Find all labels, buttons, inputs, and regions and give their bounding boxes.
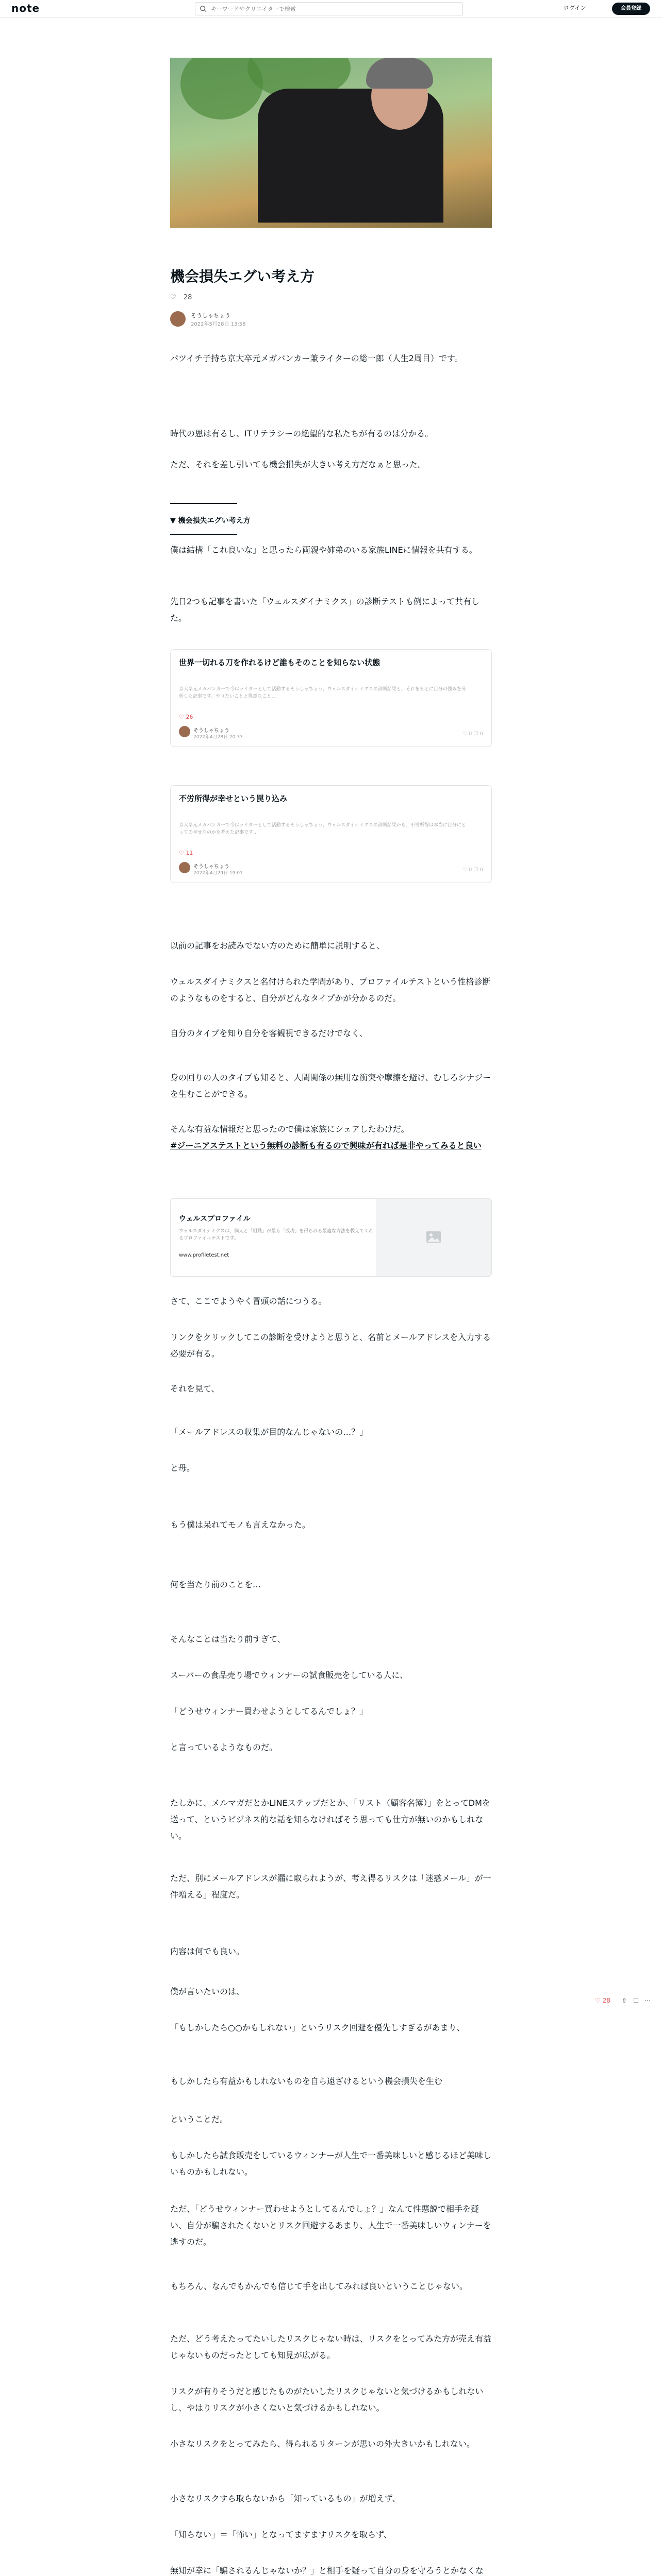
heart-icon[interactable]: ♡ 28	[595, 1997, 610, 2004]
site-logo[interactable]: note	[11, 2, 40, 14]
paragraph: 「どうせウィンナー買わせようとしてるんでしょ？」	[170, 1706, 368, 1716]
top-bar	[0, 0, 662, 18]
search-box[interactable]	[195, 2, 463, 15]
paragraph: 時代の恩は有るし、ITリテラシーの絶望的な私たちが有るのは分かる。	[170, 429, 434, 438]
paragraph: 小さなリスクすら取らないから「知っているもの」が増えず、	[170, 2494, 401, 2503]
paragraph: 「メールアドレスの収集が目的なんじゃないの…？」	[170, 1427, 368, 1437]
search-icon	[200, 5, 207, 12]
avatar[interactable]	[170, 311, 186, 327]
external-title[interactable]: ウェルスプロファイル	[179, 1215, 251, 1223]
embedded-article-card[interactable]	[170, 785, 492, 883]
card-date: 2022年4月28日 20:33	[193, 735, 243, 740]
card-likes: ♡ 26	[179, 714, 193, 720]
paragraph: 無知が幸に「騙されるんじゃないか？」と相手を疑って自分の身を守ろうとかなくな	[170, 2566, 484, 2575]
signup-button[interactable]: 会員登録	[612, 3, 650, 15]
paragraph: 内容は何でも良い。	[170, 1946, 245, 1956]
more-icon[interactable]: ⋯	[644, 1997, 651, 2004]
bookmark-icon[interactable]: ☐	[633, 1997, 639, 2004]
article-title: 機会損失エグい考え方	[170, 268, 315, 285]
paragraph: 「もしかしたら○○かもしれない」というリスク回避を優先しすぎるがあまり、	[170, 2023, 465, 2032]
paragraph: 先日2つも記事を書いた「ウェルスダイナミクス」の診断テストも例によって共有した。	[170, 597, 479, 623]
card-avatar	[179, 726, 190, 737]
external-thumbnail	[376, 1199, 491, 1277]
card-title[interactable]: 不労所得が幸せという罠り込み	[179, 794, 288, 803]
card-counts: ♡ 0 ☐ 0	[462, 731, 483, 737]
paragraph: 以前の記事をお読みでない方のために簡単に説明すると、	[170, 941, 385, 951]
paragraph: もちろん、なんでもかんでも信じて手を出してみれば良いということじゃない。	[170, 2281, 468, 2291]
author-name[interactable]: そうしゃちょう	[191, 312, 230, 319]
search-input[interactable]	[211, 4, 458, 13]
paragraph: リスクが有りそうだと感じたものがたいしたリスクじゃないと気づけるかもしれないし、やはりリスクが小さくないと気づけるかもしれない。	[170, 2386, 484, 2413]
embedded-article-card[interactable]	[170, 649, 492, 747]
card-counts: ♡ 0 ☐ 0	[462, 867, 483, 873]
card-description: 京大卒元メガバンカーで今はライターとして活動するそうしゃちょう。ウェルスダイナミクスの診断結果と、それをもとに自分の強みを分析した記事です。やりたいことと得意なこと…	[179, 687, 466, 699]
paragraph: そんなことは当たり前すぎて、	[170, 1634, 286, 1644]
image-placeholder-icon	[425, 1229, 442, 1245]
hero-image	[170, 58, 492, 228]
paragraph: ただ、別にメールアドレスが漏に取られようが、考え得るリスクは「迷惑メール」が一件増える」程度だ。	[170, 1873, 491, 1900]
like-count: 28	[183, 294, 192, 301]
heart-icon: ♡	[170, 294, 176, 301]
like-button[interactable]	[170, 294, 192, 301]
external-url: www.profiletest.net	[179, 1252, 229, 1258]
author-info[interactable]	[170, 310, 376, 328]
paragraph: 僕が言いたいのは、	[170, 1987, 245, 1996]
paragraph: と言っているようなものだ。	[170, 1742, 278, 1752]
paragraph: 身の回りの人のタイプも知ると、人間関係の無用な衝突や摩擦を避け、むしろシナジーを生むことができる。	[170, 1073, 491, 1099]
bold-link-text[interactable]: #ジーニアステストという無料の診断も有るので興味が有れば是非やってみると良い	[170, 1141, 482, 1150]
paragraph: もしかしたら試食販売をしているウィンナーが人生で一番美味しいと感じるほど美味しいものかもしれない。	[170, 2150, 492, 2177]
toc-divider	[170, 503, 237, 504]
paragraph: 何を当たり前のことを…	[170, 1580, 261, 1589]
card-title[interactable]: 世界一切れる刀を作れるけど誰もそのことを知らない状態	[179, 658, 380, 667]
paragraph: 自分のタイプを知り自分を客観視できるだけでなく、	[170, 1028, 368, 1038]
paragraph: もしかしたら有益かもしれないものを自ら遠ざけるという機会損失を生む	[170, 2076, 443, 2086]
paragraph: 「知らない」＝「怖い」となってますますリスクを取らず、	[170, 2530, 392, 2539]
card-likes: ♡ 11	[179, 850, 193, 856]
external-description: ウェルスダイナミクスは、個人と「組織」が最も「成功」を得られる最適な方法を教えてくれるプロファイルテストです。	[179, 1229, 374, 1241]
login-link[interactable]: ログイン	[564, 5, 586, 11]
paragraph: ただ、それを差し引いても機会損失が大きい考え方だなぁと思った。	[170, 460, 426, 469]
share-icon[interactable]: ⇧	[622, 1997, 627, 2004]
paragraph: さて、ここでようやく冒頭の話につうる。	[170, 1296, 327, 1306]
floating-action-bar	[595, 1997, 652, 2007]
paragraph: ただ、どう考えたってたいしたリスクじゃない時は、リスクをとってみた方が売え有益じゃないものだったとしても知見が広がる。	[170, 2334, 492, 2360]
paragraph: 小さなリスクをとってみたら、得られるリターンが思いの外大きいかもしれない。	[170, 2439, 475, 2449]
external-link-card[interactable]	[170, 1198, 492, 1277]
toc-heading[interactable]: ▼ 機会損失エグい考え方	[170, 517, 251, 525]
paragraph: ということだ。	[170, 2114, 228, 2124]
paragraph: パツイチ子持ち京大卒元メガバンカー兼ライターの総一郎（人生2周目）です。	[170, 353, 463, 363]
paragraph: それを見て、	[170, 1384, 220, 1394]
toc-divider	[170, 534, 237, 535]
paragraph: たしかに、メルマガだとかLINEステップだとか、「リスト（顧客名簿）」をとってDMを送って、というビジネス的な話を知らなければそう思っても仕方が無いのかもしれない。	[170, 1798, 490, 1841]
publish-date: 2022年5月28日 13:58	[191, 321, 246, 327]
paragraph: と母。	[170, 1463, 195, 1473]
card-avatar	[179, 862, 190, 873]
paragraph: ただ、「どうせウィンナー買わせようとしてるんでしょ？」なんて性悪説で相手を疑い、自分が騙されたくないとリスク回避するあまり、人生で一番美味しいウィンナーを逃すのだ。	[170, 2204, 491, 2247]
paragraph: 僕は結構「これ良いな」と思ったら両親や姉弟のいる家族LINEに情報を共有する。	[170, 545, 477, 555]
card-description: 京大卒元メガバンカーで今はライターとして活動するそうしゃちょう。ウェルスダイナミクスの診断結果から、不労所得は本当に自分にとっての幸せなのかを考えた記事です…	[179, 823, 466, 835]
paragraph: リンクをクリックしてこの診断を受けようと思うと、名前とメールアドレスを入力する必要が有る。	[170, 1332, 491, 1359]
card-date: 2022年4月29日 19:01	[193, 871, 243, 876]
paragraph: そんな有益な情報だと思ったので僕は家族にシェアしたわけだ。	[170, 1124, 409, 1134]
paragraph: ウェルスダイナミクスと名付けられた学問があり、プロファイルテストという性格診断のようなものをすると、自分がどんなタイプかが分かるのだ。	[170, 977, 491, 1003]
paragraph: もう僕は呆れてモノも言えなかった。	[170, 1520, 310, 1530]
paragraph: スーパーの食品売り場でウィンナーの試食販売をしている人に、	[170, 1670, 408, 1680]
card-author: そうしゃちょう	[193, 728, 229, 734]
card-author: そうしゃちょう	[193, 864, 229, 870]
